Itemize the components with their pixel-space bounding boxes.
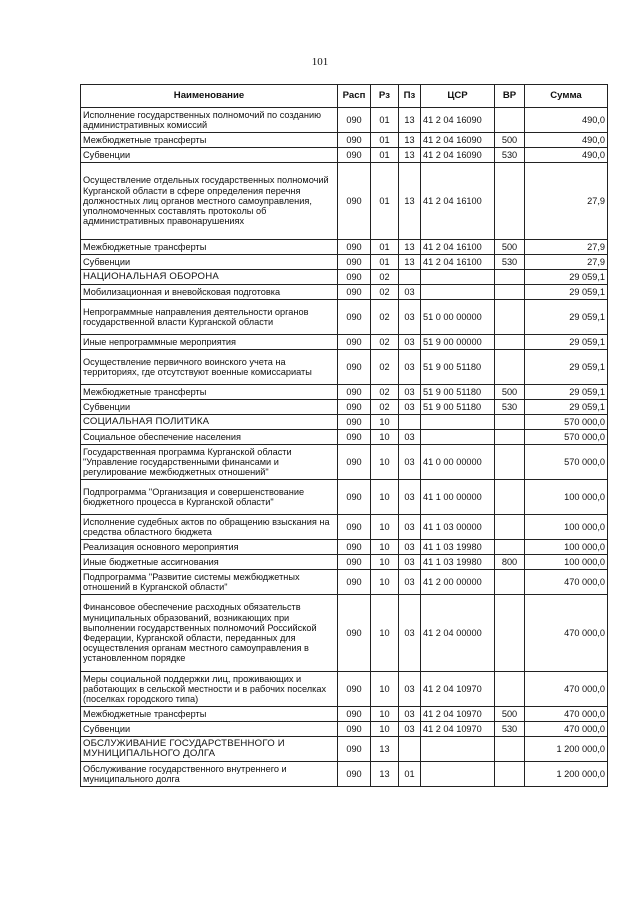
row-csr: 41 1 03 19980 [421, 555, 495, 570]
row-vr: 530 [495, 148, 525, 163]
row-sum: 570 000,0 [525, 415, 608, 430]
row-sum: 570 000,0 [525, 430, 608, 445]
row-pz: 03 [399, 350, 421, 385]
row-rz: 10 [371, 430, 399, 445]
table-row [81, 540, 608, 555]
row-vr: 530 [495, 722, 525, 737]
row-rz: 02 [371, 335, 399, 350]
row-rasp: 090 [338, 148, 371, 163]
row-sum: 29 059,1 [525, 335, 608, 350]
row-sum: 470 000,0 [525, 707, 608, 722]
row-name: Непрограммные направления деятельности органов государственной власти Курганской области [81, 300, 338, 335]
row-csr: 41 2 04 16090 [421, 148, 495, 163]
table-row [81, 430, 608, 445]
row-name: Подпрограмма "Развитие системы межбюджетных отношений в Курганской области" [81, 570, 338, 595]
row-name: Субвенции [81, 255, 338, 270]
row-csr: 41 2 04 10970 [421, 707, 495, 722]
table-row [81, 285, 608, 300]
row-pz: 03 [399, 540, 421, 555]
row-csr: 41 0 00 00000 [421, 445, 495, 480]
table-row [81, 570, 608, 595]
row-name: Субвенции [81, 400, 338, 415]
row-name: Иные непрограммные мероприятия [81, 335, 338, 350]
row-pz: 03 [399, 430, 421, 445]
row-csr: 41 2 04 00000 [421, 595, 495, 672]
row-rasp: 090 [338, 737, 371, 762]
row-rasp: 090 [338, 385, 371, 400]
row-pz: 03 [399, 515, 421, 540]
row-rasp: 090 [338, 255, 371, 270]
row-rz: 10 [371, 540, 399, 555]
row-csr [421, 737, 495, 762]
row-name: НАЦИОНАЛЬНАЯ ОБОРОНА [81, 270, 338, 285]
row-name: СОЦИАЛЬНАЯ ПОЛИТИКА [81, 415, 338, 430]
row-rasp: 090 [338, 672, 371, 707]
row-sum: 1 200 000,0 [525, 762, 608, 787]
row-pz: 13 [399, 163, 421, 240]
row-vr: 800 [495, 555, 525, 570]
row-sum: 100 000,0 [525, 480, 608, 515]
row-rasp: 090 [338, 270, 371, 285]
row-sum: 100 000,0 [525, 540, 608, 555]
table-row [81, 555, 608, 570]
row-pz: 03 [399, 570, 421, 595]
row-pz: 03 [399, 555, 421, 570]
row-rasp: 090 [338, 108, 371, 133]
row-rz: 10 [371, 480, 399, 515]
row-csr [421, 270, 495, 285]
row-sum: 490,0 [525, 108, 608, 133]
row-pz: 03 [399, 707, 421, 722]
table-row [81, 255, 608, 270]
row-sum: 29 059,1 [525, 300, 608, 335]
row-vr [495, 270, 525, 285]
table-row [81, 148, 608, 163]
table-row [81, 163, 608, 240]
row-csr: 51 9 00 51180 [421, 350, 495, 385]
row-csr: 41 1 00 00000 [421, 480, 495, 515]
table-header-row [81, 85, 608, 108]
row-sum: 470 000,0 [525, 570, 608, 595]
row-rasp: 090 [338, 300, 371, 335]
row-vr [495, 737, 525, 762]
row-rasp: 090 [338, 430, 371, 445]
row-pz: 13 [399, 108, 421, 133]
row-name: Осуществление отдельных государственных полномочий Курганской области в сфере определения перечня должностных лиц органов местного самоуправления, уполномоченных составлять протоколы об административных правонарушениях [81, 163, 338, 240]
row-name: Меры социальной поддержки лиц, проживающих и работающих в сельской местности и в рабочих поселках (поселках городского типа) [81, 672, 338, 707]
row-csr [421, 285, 495, 300]
row-name: Финансовое обеспечение расходных обязательств муниципальных образований, возникающих при выполнении государственных полномочий Российской Федерации, Курганской области, переданных для осуществления органам местного самоуправления в установленном порядке [81, 595, 338, 672]
row-sum: 29 059,1 [525, 385, 608, 400]
row-csr: 41 2 04 16100 [421, 240, 495, 255]
table-row [81, 415, 608, 430]
table-row [81, 737, 608, 762]
row-pz: 03 [399, 722, 421, 737]
row-rz: 01 [371, 133, 399, 148]
row-sum: 27,9 [525, 163, 608, 240]
row-csr: 41 2 04 16090 [421, 108, 495, 133]
row-name: Межбюджетные трансферты [81, 707, 338, 722]
table-row [81, 722, 608, 737]
row-pz: 01 [399, 762, 421, 787]
row-vr [495, 595, 525, 672]
row-pz: 03 [399, 285, 421, 300]
row-csr: 41 1 03 19980 [421, 540, 495, 555]
table-row [81, 300, 608, 335]
row-rz: 02 [371, 400, 399, 415]
row-rasp: 090 [338, 540, 371, 555]
row-rasp: 090 [338, 762, 371, 787]
row-rz: 13 [371, 737, 399, 762]
table-row [81, 270, 608, 285]
header-rasp: Расп [338, 85, 371, 108]
row-vr [495, 430, 525, 445]
row-name: Мобилизационная и вневойсковая подготовка [81, 285, 338, 300]
row-sum: 470 000,0 [525, 722, 608, 737]
row-rz: 02 [371, 350, 399, 385]
header-name: Наименование [81, 85, 338, 108]
row-vr [495, 415, 525, 430]
row-sum: 490,0 [525, 148, 608, 163]
row-csr [421, 430, 495, 445]
row-csr: 51 0 00 00000 [421, 300, 495, 335]
row-vr [495, 350, 525, 385]
row-name: Межбюджетные трансферты [81, 133, 338, 148]
row-name: Иные бюджетные ассигнования [81, 555, 338, 570]
row-rz: 01 [371, 163, 399, 240]
header-pz: Пз [399, 85, 421, 108]
row-rz: 01 [371, 240, 399, 255]
row-rz: 10 [371, 707, 399, 722]
row-csr: 41 2 04 10970 [421, 672, 495, 707]
row-pz: 13 [399, 240, 421, 255]
table-row [81, 240, 608, 255]
row-sum: 1 200 000,0 [525, 737, 608, 762]
row-name: Обслуживание государственного внутреннего и муниципального долга [81, 762, 338, 787]
row-rz: 13 [371, 762, 399, 787]
row-rasp: 090 [338, 350, 371, 385]
row-pz: 03 [399, 300, 421, 335]
budget-table [80, 84, 608, 787]
row-pz [399, 737, 421, 762]
table-row [81, 335, 608, 350]
row-sum: 27,9 [525, 240, 608, 255]
table-row [81, 515, 608, 540]
row-rz: 10 [371, 570, 399, 595]
row-name: Социальное обеспечение населения [81, 430, 338, 445]
row-rz: 01 [371, 255, 399, 270]
table-row [81, 707, 608, 722]
row-rasp: 090 [338, 595, 371, 672]
row-rz: 10 [371, 672, 399, 707]
row-rz: 02 [371, 385, 399, 400]
row-vr: 500 [495, 133, 525, 148]
row-sum: 29 059,1 [525, 350, 608, 385]
header-sum: Сумма [525, 85, 608, 108]
row-rasp: 090 [338, 480, 371, 515]
row-csr [421, 762, 495, 787]
row-vr [495, 335, 525, 350]
header-rz: Рз [371, 85, 399, 108]
row-rz: 01 [371, 108, 399, 133]
row-sum: 470 000,0 [525, 672, 608, 707]
table-row [81, 445, 608, 480]
row-rz: 10 [371, 515, 399, 540]
row-csr: 51 9 00 00000 [421, 335, 495, 350]
row-name: Субвенции [81, 722, 338, 737]
row-vr [495, 163, 525, 240]
row-csr: 41 2 04 16100 [421, 255, 495, 270]
table-row [81, 480, 608, 515]
table-row [81, 400, 608, 415]
row-name: Государственная программа Курганской области "Управление государственными финансами и регулирование межбюджетных отношений" [81, 445, 338, 480]
row-vr: 530 [495, 400, 525, 415]
row-pz: 13 [399, 255, 421, 270]
row-pz: 03 [399, 480, 421, 515]
table-row [81, 350, 608, 385]
row-rasp: 090 [338, 285, 371, 300]
row-vr [495, 672, 525, 707]
row-pz: 13 [399, 133, 421, 148]
row-pz: 03 [399, 672, 421, 707]
row-vr [495, 285, 525, 300]
row-vr [495, 762, 525, 787]
table-row [81, 133, 608, 148]
row-rasp: 090 [338, 400, 371, 415]
page-number: 101 [311, 56, 329, 68]
row-vr: 530 [495, 255, 525, 270]
table-row [81, 762, 608, 787]
row-pz [399, 270, 421, 285]
row-vr [495, 540, 525, 555]
row-name: Исполнение судебных актов по обращению взыскания на средства областного бюджета [81, 515, 338, 540]
row-pz: 13 [399, 148, 421, 163]
row-csr: 41 2 04 16100 [421, 163, 495, 240]
row-rasp: 090 [338, 445, 371, 480]
row-pz: 03 [399, 335, 421, 350]
row-name: Подпрограмма "Организация и совершенствование бюджетного процесса в Курганской области" [81, 480, 338, 515]
row-csr [421, 415, 495, 430]
row-rz: 10 [371, 595, 399, 672]
table-row [81, 595, 608, 672]
row-vr: 500 [495, 385, 525, 400]
row-rasp: 090 [338, 707, 371, 722]
row-name: Реализация основного мероприятия [81, 540, 338, 555]
row-vr [495, 570, 525, 595]
row-rz: 10 [371, 555, 399, 570]
row-pz: 03 [399, 595, 421, 672]
row-vr [495, 515, 525, 540]
row-vr [495, 108, 525, 133]
table-row [81, 672, 608, 707]
row-pz: 03 [399, 445, 421, 480]
header-csr: ЦСР [421, 85, 495, 108]
row-sum: 490,0 [525, 133, 608, 148]
row-vr [495, 480, 525, 515]
row-rasp: 090 [338, 722, 371, 737]
row-name: Межбюджетные трансферты [81, 385, 338, 400]
row-csr: 41 2 00 00000 [421, 570, 495, 595]
row-rz: 02 [371, 270, 399, 285]
row-csr: 41 2 04 16090 [421, 133, 495, 148]
row-sum: 470 000,0 [525, 595, 608, 672]
row-rz: 10 [371, 415, 399, 430]
row-sum: 100 000,0 [525, 515, 608, 540]
row-rz: 10 [371, 722, 399, 737]
row-name: Исполнение государственных полномочий по созданию административных комиссий [81, 108, 338, 133]
row-vr [495, 445, 525, 480]
row-rasp: 090 [338, 163, 371, 240]
row-rasp: 090 [338, 555, 371, 570]
row-rz: 01 [371, 148, 399, 163]
row-sum: 570 000,0 [525, 445, 608, 480]
row-pz: 03 [399, 400, 421, 415]
row-csr: 41 2 04 10970 [421, 722, 495, 737]
row-name: Осуществление первичного воинского учета на территориях, где отсутствуют военные комиссариаты [81, 350, 338, 385]
row-pz [399, 415, 421, 430]
row-name: Межбюджетные трансферты [81, 240, 338, 255]
row-vr: 500 [495, 240, 525, 255]
row-rz: 10 [371, 445, 399, 480]
row-name: Субвенции [81, 148, 338, 163]
row-rz: 02 [371, 285, 399, 300]
row-rasp: 090 [338, 240, 371, 255]
row-rasp: 090 [338, 570, 371, 595]
header-vr: ВР [495, 85, 525, 108]
row-sum: 29 059,1 [525, 285, 608, 300]
row-sum: 29 059,1 [525, 400, 608, 415]
table-row [81, 385, 608, 400]
table-row [81, 108, 608, 133]
row-sum: 29 059,1 [525, 270, 608, 285]
row-vr: 500 [495, 707, 525, 722]
row-csr: 41 1 03 00000 [421, 515, 495, 540]
row-sum: 100 000,0 [525, 555, 608, 570]
row-vr [495, 300, 525, 335]
row-rasp: 090 [338, 335, 371, 350]
row-rasp: 090 [338, 415, 371, 430]
row-csr: 51 9 00 51180 [421, 400, 495, 415]
row-rz: 02 [371, 300, 399, 335]
row-rasp: 090 [338, 515, 371, 540]
row-rasp: 090 [338, 133, 371, 148]
row-sum: 27,9 [525, 255, 608, 270]
row-csr: 51 9 00 51180 [421, 385, 495, 400]
row-pz: 03 [399, 385, 421, 400]
row-name: ОБСЛУЖИВАНИЕ ГОСУДАРСТВЕННОГО И МУНИЦИПАЛЬНОГО ДОЛГА [81, 737, 338, 762]
